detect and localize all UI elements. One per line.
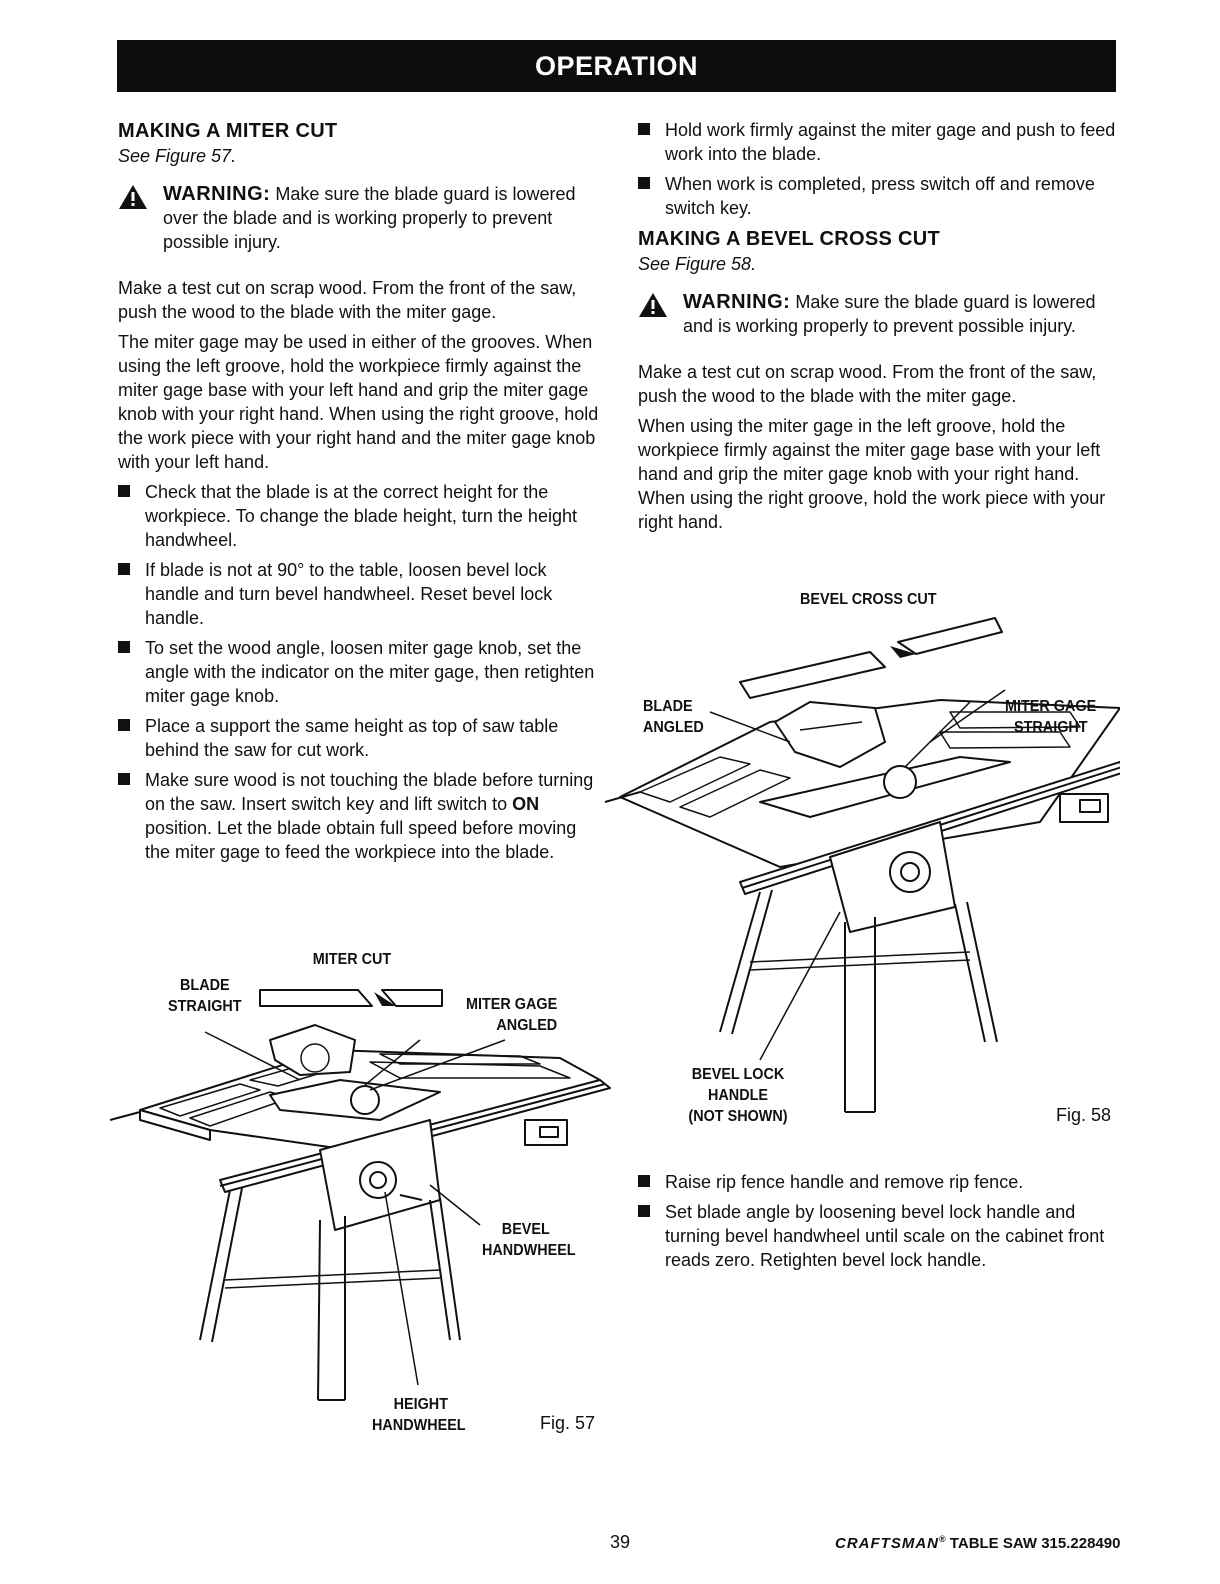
fig57-label-blade-straight: BLADE STRAIGHT (168, 977, 242, 1015)
fig57-title: MITER CUT (312, 951, 392, 968)
square-bullet-icon (118, 485, 130, 497)
square-bullet-icon (118, 563, 130, 575)
bevel-cross-cut-heading: MAKING A BEVEL CROSS CUT (638, 228, 941, 250)
list-item: To set the wood angle, loosen miter gage knob, set the angle with the indicator on the miter gage, then retighten miter gage knob. (118, 636, 604, 708)
warning-block (638, 290, 1124, 338)
bullet-list (118, 480, 604, 864)
list-item: Set blade angle by loosening bevel lock handle and turning bevel handwheel until scale on the cabinet front reads zero. Retighten bevel lock handle. (638, 1200, 1124, 1272)
warning-label: WARNING: (683, 291, 791, 313)
figure-58-number: Fig. 58 (1056, 1105, 1112, 1125)
paragraph: The miter gage may be used in either of the grooves. When using the left groove, hold the workpiece firmly against the miter gage base with your left hand and grip the miter gage knob with your right hand. When using the right groove, hold the work piece with your right hand and the miter gage knob with your left hand. (118, 332, 599, 472)
warning-icon (638, 292, 668, 318)
page-number: 39 (610, 1532, 631, 1552)
see-figure-57: See Figure 57. (118, 146, 237, 166)
right-column (638, 118, 1124, 540)
square-bullet-icon (118, 719, 130, 731)
figure-58-bevel-cross-cut-illustration (600, 612, 1120, 1122)
bullet-list (638, 118, 1124, 220)
fig57-label-bevel-handwheel: BEVEL HANDWHEEL (482, 1221, 576, 1259)
see-figure-58: See Figure 58. (638, 254, 757, 274)
list-item: When work is completed, press switch off and remove switch key. (638, 172, 1124, 220)
figure-57-number: Fig. 57 (540, 1413, 596, 1433)
figure-57-miter-cut-illustration (100, 980, 620, 1420)
miter-cut-heading: MAKING A MITER CUT (118, 120, 338, 142)
paragraph: Make a test cut on scrap wood. From the front of the saw, push the wood to the blade with the miter gage. (638, 362, 1097, 406)
list-item: Raise rip fence handle and remove rip fence. (638, 1170, 1124, 1194)
warning-block (118, 182, 604, 254)
list-item: Check that the blade is at the correct height for the workpiece. To change the blade height, turn the height handwheel. (118, 480, 604, 552)
warning-text: Make sure the blade guard is lowered and is working properly to prevent possible injury. (683, 292, 1096, 336)
square-bullet-icon (638, 123, 650, 135)
brand-logo: CRAFTSMAN (835, 1535, 939, 1552)
bullet-list (638, 1170, 1124, 1272)
list-item: Hold work firmly against the miter gage and push to feed work into the blade. (638, 118, 1124, 166)
warning-icon (118, 184, 148, 210)
footer-product: CRAFTSMAN® TABLE SAW 315.228490 (835, 1534, 1121, 1552)
left-column (118, 118, 604, 870)
square-bullet-icon (638, 1175, 650, 1187)
right-lower-column (638, 1170, 1124, 1278)
section-banner: OPERATION (117, 40, 1116, 92)
fig58-label-blade-angled: BLADE ANGLED (643, 698, 704, 736)
list-item: Make sure wood is not touching the blade before turning on the saw. Insert switch key and lift switch to ON position. Let the blade obtain full speed before moving the miter gage to feed the workpiece into the blade. (118, 768, 604, 864)
square-bullet-icon (638, 177, 650, 189)
fig57-label-height-handwheel: HEIGHT HANDWHEEL (372, 1396, 466, 1434)
list-item: Place a support the same height as top of saw table behind the saw for cut work. (118, 714, 604, 762)
fig58-label-bevel-lock-handle: BEVEL LOCK HANDLE (NOT SHOWN) (688, 1066, 788, 1125)
square-bullet-icon (118, 641, 130, 653)
fig58-label-miter-gage-straight: MITER GAGE STRAIGHT (1005, 698, 1097, 736)
square-bullet-icon (638, 1205, 650, 1217)
warning-label: WARNING: (163, 183, 271, 205)
square-bullet-icon (118, 773, 130, 785)
fig57-label-miter-gage-angled: MITER GAGE ANGLED (466, 996, 558, 1034)
fig58-title: BEVEL CROSS CUT (800, 591, 937, 608)
paragraph: Make a test cut on scrap wood. From the front of the saw, push the wood to the blade with the miter gage. (118, 278, 577, 322)
paragraph: When using the miter gage in the left groove, hold the workpiece firmly against the miter gage base with your left hand and grip the miter gage knob with your right hand. When using the right groove, hold the work piece with your right hand. (638, 416, 1106, 532)
warning-text: Make sure the blade guard is lowered over the blade and is working properly to prevent possible injury. (163, 184, 576, 252)
list-item: If blade is not at 90° to the table, loosen bevel lock handle and turn bevel handwheel. Reset bevel lock handle. (118, 558, 604, 630)
